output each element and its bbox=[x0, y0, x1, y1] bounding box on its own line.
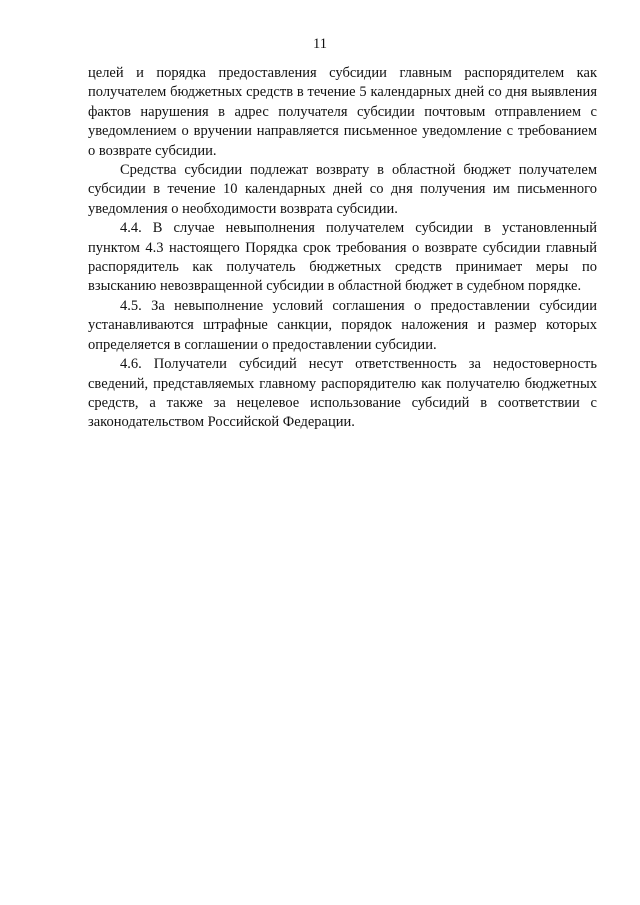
paragraph-refund-obligation: Средства субсидии подлежат возврату в областной бюджет получателем субсидии в течение 10 календарных дней со дня получения им письменного уведомления о необходимости возврата субсидии. bbox=[88, 162, 597, 217]
paragraph-4-4: 4.4. В случае невыполнения получателем субсидии в установленный пунктом 4.3 настоящего Порядка срок требования о возврате субсидии главный распорядитель как получатель бюджетных средств принимает меры по взысканию невозвращенной субсидии в областной бюджет в судебном порядке. bbox=[88, 220, 597, 295]
page-number: 11 bbox=[313, 36, 327, 52]
document-body bbox=[88, 64, 597, 433]
paragraph-continuation: целей и порядка предоставления субсидии главным распорядителем как получателем бюджетных средств в течение 5 календарных дней со дня выявления фактов нарушения в адрес получателя субсидии почтовым отправлением с уведомлением о вручении направляется письменное уведомление с требованием о возврате субсидии. bbox=[88, 65, 597, 159]
paragraph-4-5: 4.5. За невыполнение условий соглашения о предоставлении субсидии устанавливаются штрафные санкции, порядок наложения и размер которых определяется в соглашении о предоставлении субсидии. bbox=[88, 297, 597, 353]
paragraph-4-6: 4.6. Получатели субсидий несут ответственность за недостоверность сведений, представляемых главному распорядителю как получателю бюджетных средств, а также за нецелевое использование субсидий в соответствии с законодательством Российской Федерации. bbox=[88, 356, 597, 431]
